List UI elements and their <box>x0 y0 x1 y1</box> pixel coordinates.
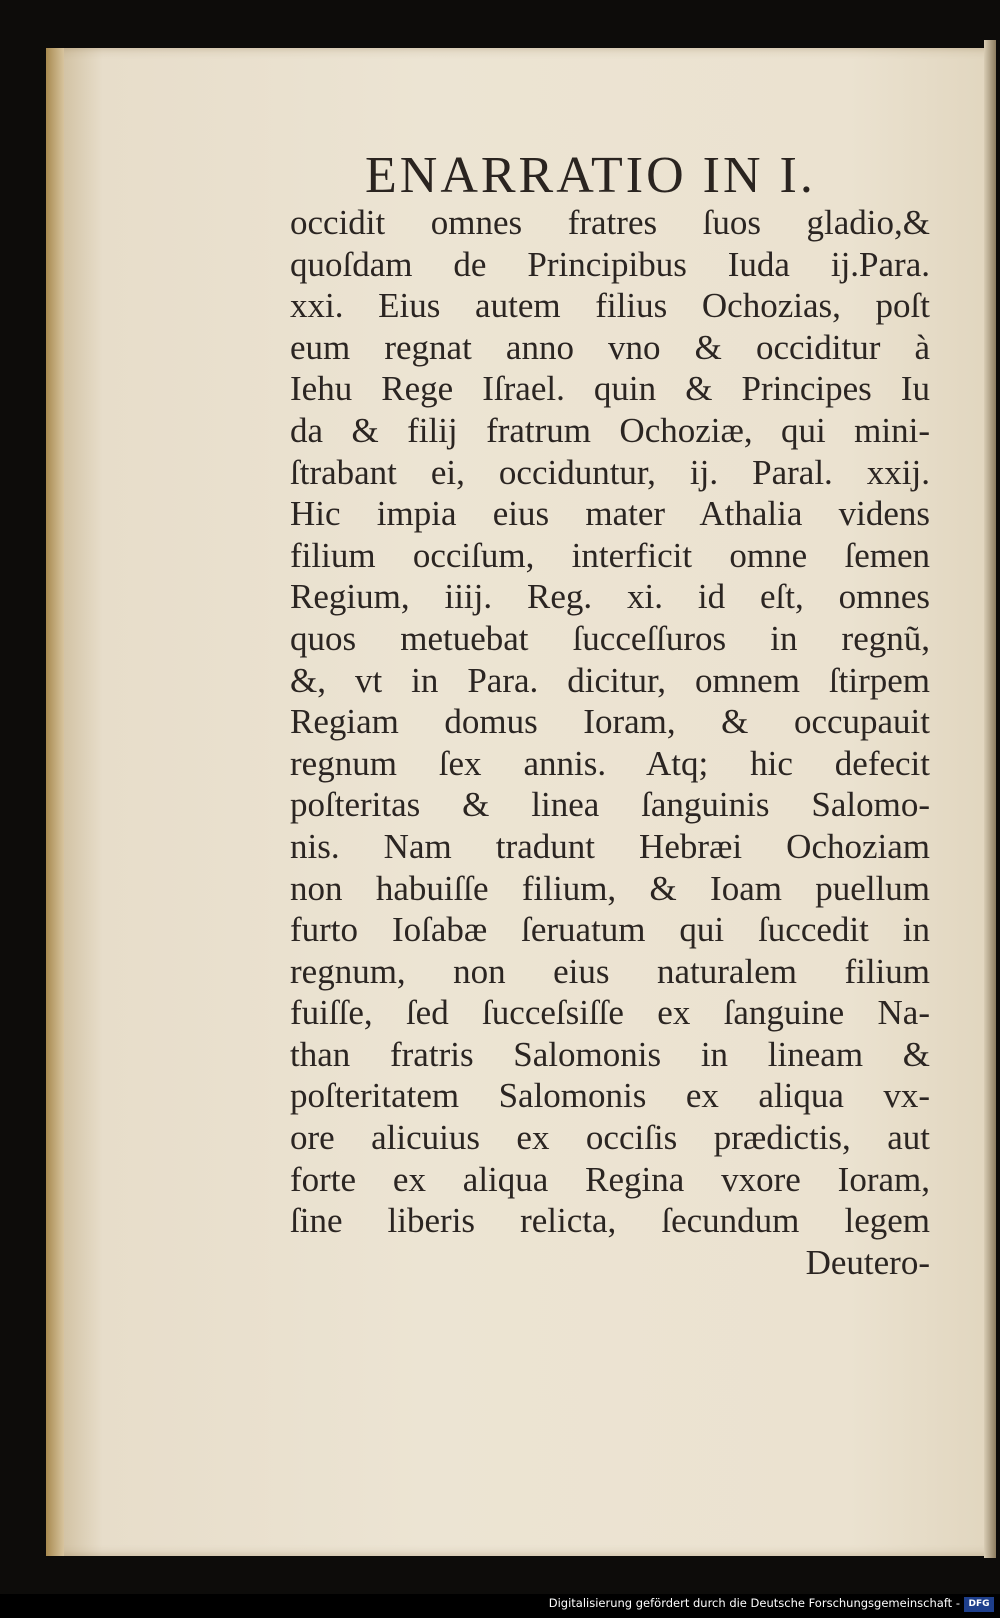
text-line: poſteritatem Salomonis ex aliqua vx- <box>290 1076 930 1116</box>
text-line: occidit omnes fratres ſuos gladio,& <box>290 203 930 242</box>
catchword: Deutero- <box>805 1242 930 1282</box>
footer-bar <box>0 1594 1000 1618</box>
text-line: than fratris Salomonis in lineam & <box>290 1034 930 1074</box>
text-line: ore alicuius ex occiſis prædictis, aut <box>290 1118 930 1158</box>
text-line: non habuiſſe filium, & Ioam puellum <box>290 868 930 908</box>
text-line: eum regnat anno vno & occiditur à <box>290 327 930 367</box>
text-line: regnum, non eius naturalem filium <box>290 951 930 991</box>
text-line: Regiam domus Ioram, & occupauit <box>290 702 930 742</box>
text-line: furto Ioſabæ ſeruatum qui ſuccedit in <box>290 910 930 950</box>
text-line: quos metuebat ſucceſſuros in regnũ, <box>290 618 930 658</box>
running-header: ENARRATIO IN I. <box>365 147 816 204</box>
text-line: forte ex aliqua Regina vxore Ioram, <box>290 1159 930 1199</box>
page-left-edge <box>46 48 64 1556</box>
text-line: quoſdam de Principibus Iuda ij.Para. <box>290 244 930 284</box>
page-right-edge <box>984 40 996 1558</box>
text-line: fuiſſe, ſed ſucceſsiſſe ex ſanguine Na- <box>290 993 930 1033</box>
text-line: da & filij fratrum Ochoziæ, qui mini- <box>290 410 930 450</box>
text-line: Regium, iiij. Reg. xi. id eſt, omnes <box>290 577 930 617</box>
text-line: ſtrabant ei, occiduntur, ij. Paral. xxij. <box>290 452 930 492</box>
text-line: &, vt in Para. dicitur, omnem ſtirpem <box>290 660 930 700</box>
text-line: Hic impia eius mater Athalia videns <box>290 494 930 534</box>
text-line: ſine liberis relicta, ſecundum legem <box>290 1201 930 1241</box>
text-line: Iehu Rege Iſrael. quin & Principes Iu <box>290 369 930 409</box>
body-text <box>290 202 930 1283</box>
text-line: nis. Nam tradunt Hebræi Ochoziam <box>290 826 930 866</box>
text-line: xxi. Eius autem filius Ochozias, poſt <box>290 286 930 326</box>
text-line: filium occiſum, interficit omne ſemen <box>290 535 930 575</box>
text-line: poſteritas & linea ſanguinis Salomo- <box>290 785 930 825</box>
funding-credit: Digitalisierung gefördert durch die Deutsche Forschungsgemeinschaft - <box>548 1596 960 1610</box>
dfg-logo-icon: DFG <box>964 1597 994 1612</box>
text-line: regnum ſex annis. Atq; hic defecit <box>290 743 930 783</box>
